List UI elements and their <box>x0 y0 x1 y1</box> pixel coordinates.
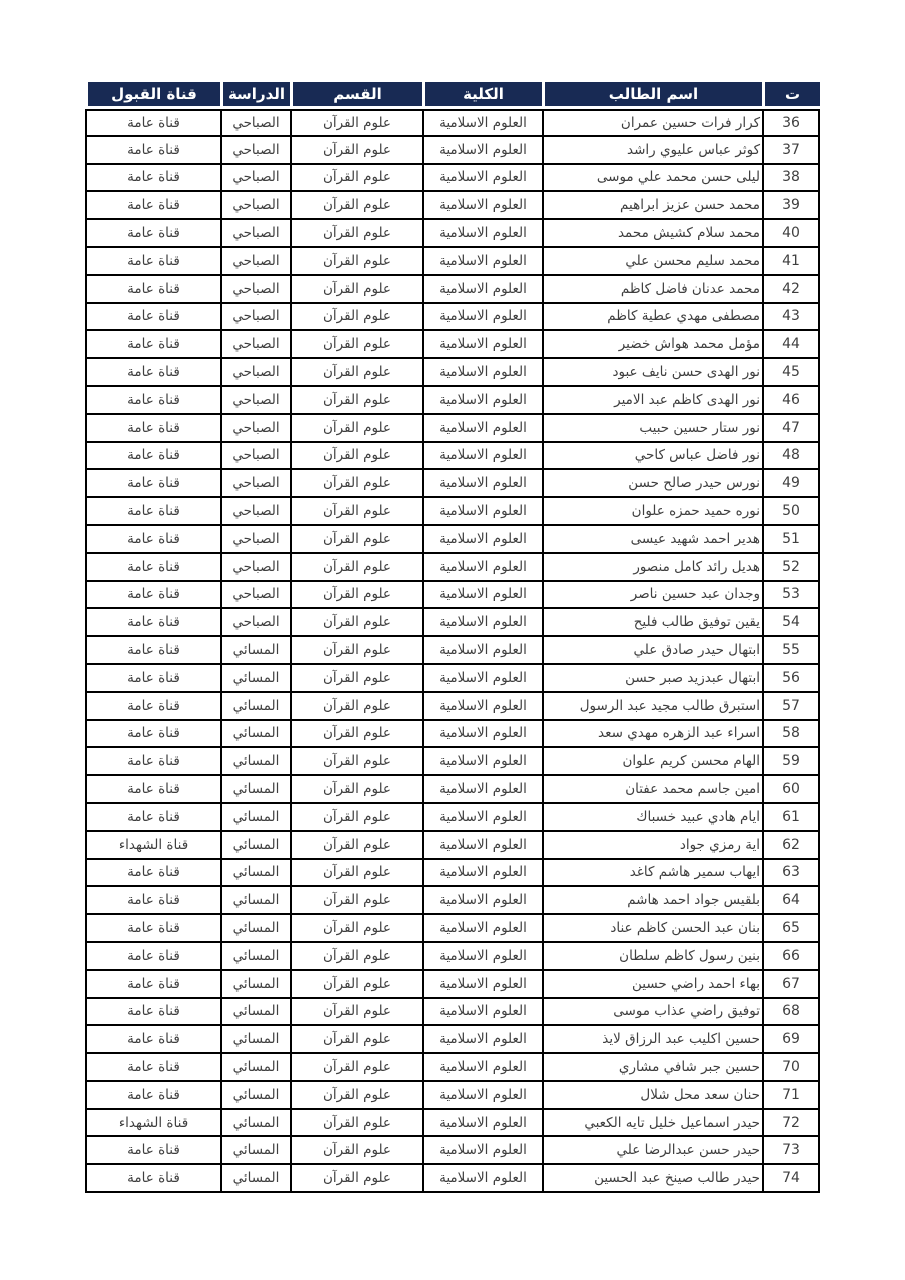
cell-channel: قناة عامة <box>85 971 220 999</box>
cell-no: 39 <box>762 192 820 220</box>
cell-study: المسائي <box>220 748 290 776</box>
cell-name: مؤمل محمد هواش خضير <box>542 331 762 359</box>
cell-study: الصباحي <box>220 415 290 443</box>
cell-study: المسائي <box>220 1082 290 1110</box>
cell-no: 64 <box>762 887 820 915</box>
cell-study: الصباحي <box>220 276 290 304</box>
cell-channel: قناة عامة <box>85 137 220 165</box>
table-row <box>85 1110 820 1138</box>
cell-dept: علوم القرآن <box>290 276 422 304</box>
cell-study: الصباحي <box>220 387 290 415</box>
cell-name: حيدر حسن عبدالرضا علي <box>542 1137 762 1165</box>
col-header-student-name: اسم الطالب <box>542 82 762 109</box>
header-row <box>85 82 820 109</box>
cell-channel: قناة عامة <box>85 554 220 582</box>
cell-channel: قناة عامة <box>85 1082 220 1110</box>
cell-college: العلوم الاسلامية <box>422 443 542 471</box>
cell-dept: علوم القرآن <box>290 1137 422 1165</box>
cell-dept: علوم القرآن <box>290 721 422 749</box>
cell-channel: قناة الشهداء <box>85 832 220 860</box>
cell-dept: علوم القرآن <box>290 887 422 915</box>
cell-college: العلوم الاسلامية <box>422 860 542 888</box>
table-row <box>85 721 820 749</box>
table-row <box>85 1026 820 1054</box>
cell-no: 50 <box>762 498 820 526</box>
cell-college: العلوم الاسلامية <box>422 693 542 721</box>
cell-dept: علوم القرآن <box>290 776 422 804</box>
cell-study: المسائي <box>220 1137 290 1165</box>
cell-study: المسائي <box>220 999 290 1027</box>
cell-study: الصباحي <box>220 470 290 498</box>
cell-college: العلوم الاسلامية <box>422 470 542 498</box>
table-row <box>85 248 820 276</box>
cell-name: كوثر عباس عليوي راشد <box>542 137 762 165</box>
cell-channel: قناة عامة <box>85 1026 220 1054</box>
cell-study: الصباحي <box>220 109 290 137</box>
cell-college: العلوم الاسلامية <box>422 971 542 999</box>
cell-college: العلوم الاسلامية <box>422 109 542 137</box>
cell-college: العلوم الاسلامية <box>422 554 542 582</box>
table-row <box>85 276 820 304</box>
table-row <box>85 971 820 999</box>
cell-name: نورس حيدر صالح حسن <box>542 470 762 498</box>
cell-study: الصباحي <box>220 498 290 526</box>
cell-no: 65 <box>762 915 820 943</box>
cell-name: ايهاب سمير هاشم كاغد <box>542 860 762 888</box>
cell-study: الصباحي <box>220 331 290 359</box>
cell-name: يقين توفيق طالب فليح <box>542 609 762 637</box>
cell-college: العلوم الاسلامية <box>422 804 542 832</box>
cell-study: المسائي <box>220 943 290 971</box>
cell-no: 59 <box>762 748 820 776</box>
table-row <box>85 860 820 888</box>
cell-channel: قناة عامة <box>85 804 220 832</box>
cell-college: العلوم الاسلامية <box>422 609 542 637</box>
cell-channel: قناة عامة <box>85 943 220 971</box>
cell-college: العلوم الاسلامية <box>422 498 542 526</box>
cell-no: 47 <box>762 415 820 443</box>
cell-no: 63 <box>762 860 820 888</box>
cell-name: بلقيس جواد احمد هاشم <box>542 887 762 915</box>
cell-no: 38 <box>762 165 820 193</box>
cell-dept: علوم القرآن <box>290 1082 422 1110</box>
cell-study: الصباحي <box>220 248 290 276</box>
cell-name: محمد سليم محسن علي <box>542 248 762 276</box>
cell-name: محمد سلام كشيش محمد <box>542 220 762 248</box>
cell-study: المسائي <box>220 1110 290 1138</box>
cell-channel: قناة عامة <box>85 721 220 749</box>
cell-channel: قناة عامة <box>85 1054 220 1082</box>
cell-name: امين جاسم محمد عفتان <box>542 776 762 804</box>
cell-name: اية رمزي جواد <box>542 832 762 860</box>
cell-no: 60 <box>762 776 820 804</box>
cell-college: العلوم الاسلامية <box>422 248 542 276</box>
cell-channel: قناة عامة <box>85 637 220 665</box>
cell-dept: علوم القرآن <box>290 387 422 415</box>
table-row <box>85 748 820 776</box>
cell-college: العلوم الاسلامية <box>422 1110 542 1138</box>
cell-name: وجدان عبد حسين ناصر <box>542 582 762 610</box>
cell-dept: علوم القرآن <box>290 804 422 832</box>
cell-dept: علوم القرآن <box>290 665 422 693</box>
cell-dept: علوم القرآن <box>290 1165 422 1193</box>
table-row <box>85 915 820 943</box>
cell-channel: قناة عامة <box>85 1165 220 1193</box>
cell-name: حيدر اسماعيل خليل تايه الكعبي <box>542 1110 762 1138</box>
cell-college: العلوم الاسلامية <box>422 748 542 776</box>
cell-college: العلوم الاسلامية <box>422 192 542 220</box>
cell-name: نور ستار حسين حبيب <box>542 415 762 443</box>
cell-no: 40 <box>762 220 820 248</box>
cell-college: العلوم الاسلامية <box>422 1165 542 1193</box>
cell-name: الهام محسن كريم علوان <box>542 748 762 776</box>
cell-channel: قناة عامة <box>85 165 220 193</box>
cell-no: 45 <box>762 359 820 387</box>
cell-channel: قناة عامة <box>85 748 220 776</box>
cell-study: المسائي <box>220 860 290 888</box>
table-row <box>85 1165 820 1193</box>
cell-college: العلوم الاسلامية <box>422 943 542 971</box>
cell-channel: قناة عامة <box>85 860 220 888</box>
cell-study: المسائي <box>220 721 290 749</box>
cell-dept: علوم القرآن <box>290 1026 422 1054</box>
cell-no: 70 <box>762 1054 820 1082</box>
cell-name: نور الهدى حسن نايف عبود <box>542 359 762 387</box>
cell-no: 36 <box>762 109 820 137</box>
cell-name: كرار فرات حسين عمران <box>542 109 762 137</box>
cell-channel: قناة عامة <box>85 220 220 248</box>
table-body <box>85 109 820 1193</box>
cell-college: العلوم الاسلامية <box>422 1026 542 1054</box>
cell-channel: قناة عامة <box>85 776 220 804</box>
cell-name: مصطفى مهدي عطية كاظم <box>542 304 762 332</box>
cell-study: المسائي <box>220 971 290 999</box>
cell-college: العلوم الاسلامية <box>422 582 542 610</box>
cell-dept: علوم القرآن <box>290 109 422 137</box>
cell-dept: علوم القرآن <box>290 1054 422 1082</box>
table-row <box>85 1137 820 1165</box>
cell-no: 53 <box>762 582 820 610</box>
cell-name: نور الهدى كاظم عبد الامير <box>542 387 762 415</box>
table-row <box>85 665 820 693</box>
cell-dept: علوم القرآن <box>290 971 422 999</box>
table-row <box>85 304 820 332</box>
cell-name: توفيق راضي عذاب موسى <box>542 999 762 1027</box>
cell-dept: علوم القرآن <box>290 415 422 443</box>
cell-college: العلوم الاسلامية <box>422 359 542 387</box>
cell-college: العلوم الاسلامية <box>422 276 542 304</box>
cell-name: محمد حسن عزيز ابراهيم <box>542 192 762 220</box>
cell-no: 69 <box>762 1026 820 1054</box>
cell-channel: قناة عامة <box>85 248 220 276</box>
cell-dept: علوم القرآن <box>290 526 422 554</box>
cell-study: الصباحي <box>220 165 290 193</box>
cell-dept: علوم القرآن <box>290 860 422 888</box>
cell-dept: علوم القرآن <box>290 693 422 721</box>
cell-no: 66 <box>762 943 820 971</box>
table-row <box>85 387 820 415</box>
table-row <box>85 220 820 248</box>
table-row <box>85 776 820 804</box>
cell-no: 43 <box>762 304 820 332</box>
cell-college: العلوم الاسلامية <box>422 526 542 554</box>
cell-college: العلوم الاسلامية <box>422 1054 542 1082</box>
table-row <box>85 331 820 359</box>
cell-college: العلوم الاسلامية <box>422 387 542 415</box>
cell-name: ايام هادي عبيد خسباك <box>542 804 762 832</box>
cell-dept: علوم القرآن <box>290 498 422 526</box>
cell-dept: علوم القرآن <box>290 165 422 193</box>
cell-name: ابتهال حيدر صادق علي <box>542 637 762 665</box>
cell-no: 58 <box>762 721 820 749</box>
cell-college: العلوم الاسلامية <box>422 665 542 693</box>
cell-channel: قناة عامة <box>85 470 220 498</box>
table-row <box>85 832 820 860</box>
col-header-department: القسم <box>290 82 422 109</box>
cell-no: 61 <box>762 804 820 832</box>
cell-no: 56 <box>762 665 820 693</box>
cell-name: نوره حميد حمزه علوان <box>542 498 762 526</box>
cell-college: العلوم الاسلامية <box>422 637 542 665</box>
cell-college: العلوم الاسلامية <box>422 887 542 915</box>
cell-dept: علوم القرآن <box>290 748 422 776</box>
cell-college: العلوم الاسلامية <box>422 220 542 248</box>
cell-college: العلوم الاسلامية <box>422 832 542 860</box>
cell-study: المسائي <box>220 693 290 721</box>
cell-college: العلوم الاسلامية <box>422 304 542 332</box>
cell-study: المسائي <box>220 776 290 804</box>
cell-study: المسائي <box>220 804 290 832</box>
cell-no: 71 <box>762 1082 820 1110</box>
cell-no: 44 <box>762 331 820 359</box>
cell-dept: علوم القرآن <box>290 637 422 665</box>
cell-name: حيدر طالب صينخ عبد الحسين <box>542 1165 762 1193</box>
cell-channel: قناة عامة <box>85 109 220 137</box>
cell-channel: قناة عامة <box>85 693 220 721</box>
cell-study: المسائي <box>220 887 290 915</box>
cell-study: الصباحي <box>220 526 290 554</box>
cell-no: 67 <box>762 971 820 999</box>
cell-channel: قناة عامة <box>85 915 220 943</box>
cell-study: الصباحي <box>220 137 290 165</box>
table-row <box>85 359 820 387</box>
cell-no: 49 <box>762 470 820 498</box>
cell-study: الصباحي <box>220 443 290 471</box>
cell-name: استبرق طالب مجيد عبد الرسول <box>542 693 762 721</box>
cell-college: العلوم الاسلامية <box>422 999 542 1027</box>
cell-study: المسائي <box>220 665 290 693</box>
table-row <box>85 192 820 220</box>
cell-study: الصباحي <box>220 304 290 332</box>
table-row <box>85 109 820 137</box>
table-row <box>85 415 820 443</box>
cell-channel: قناة عامة <box>85 526 220 554</box>
cell-study: المسائي <box>220 637 290 665</box>
cell-dept: علوم القرآن <box>290 609 422 637</box>
cell-name: اسراء عبد الزهره مهدي سعد <box>542 721 762 749</box>
table-row <box>85 165 820 193</box>
table-row <box>85 137 820 165</box>
cell-dept: علوم القرآن <box>290 554 422 582</box>
table-row <box>85 498 820 526</box>
cell-dept: علوم القرآن <box>290 248 422 276</box>
cell-name: بنان عبد الحسن كاظم عناد <box>542 915 762 943</box>
col-header-admission-channel: قناة القبول <box>85 82 220 109</box>
cell-name: بهاء احمد راضي حسين <box>542 971 762 999</box>
cell-college: العلوم الاسلامية <box>422 721 542 749</box>
cell-dept: علوم القرآن <box>290 359 422 387</box>
cell-no: 48 <box>762 443 820 471</box>
cell-name: ابتهال عبدزيد صبر حسن <box>542 665 762 693</box>
cell-channel: قناة عامة <box>85 887 220 915</box>
cell-no: 74 <box>762 1165 820 1193</box>
cell-study: الصباحي <box>220 192 290 220</box>
cell-dept: علوم القرآن <box>290 470 422 498</box>
table-row <box>85 804 820 832</box>
cell-name: محمد عدنان فاضل كاظم <box>542 276 762 304</box>
cell-study: المسائي <box>220 1054 290 1082</box>
cell-no: 37 <box>762 137 820 165</box>
table-row <box>85 693 820 721</box>
cell-no: 62 <box>762 832 820 860</box>
cell-college: العلوم الاسلامية <box>422 915 542 943</box>
cell-dept: علوم القرآن <box>290 943 422 971</box>
cell-channel: قناة عامة <box>85 498 220 526</box>
table-row <box>85 637 820 665</box>
cell-channel: قناة عامة <box>85 665 220 693</box>
cell-no: 54 <box>762 609 820 637</box>
col-header-college: الكلية <box>422 82 542 109</box>
students-admission-table <box>85 82 820 1193</box>
cell-name: هدير احمد شهيد عيسى <box>542 526 762 554</box>
cell-channel: قناة عامة <box>85 387 220 415</box>
table-row <box>85 1054 820 1082</box>
table-row <box>85 609 820 637</box>
cell-college: العلوم الاسلامية <box>422 137 542 165</box>
cell-college: العلوم الاسلامية <box>422 331 542 359</box>
cell-no: 57 <box>762 693 820 721</box>
cell-dept: علوم القرآن <box>290 304 422 332</box>
cell-channel: قناة عامة <box>85 415 220 443</box>
cell-no: 41 <box>762 248 820 276</box>
col-header-study-type: الدراسة <box>220 82 290 109</box>
table-row <box>85 526 820 554</box>
table-row <box>85 1082 820 1110</box>
cell-study: الصباحي <box>220 220 290 248</box>
cell-dept: علوم القرآن <box>290 832 422 860</box>
cell-college: العلوم الاسلامية <box>422 165 542 193</box>
cell-no: 51 <box>762 526 820 554</box>
cell-dept: علوم القرآن <box>290 582 422 610</box>
cell-dept: علوم القرآن <box>290 331 422 359</box>
cell-dept: علوم القرآن <box>290 999 422 1027</box>
cell-study: المسائي <box>220 832 290 860</box>
cell-channel: قناة الشهداء <box>85 1110 220 1138</box>
cell-study: المسائي <box>220 1165 290 1193</box>
cell-channel: قناة عامة <box>85 999 220 1027</box>
table-row <box>85 999 820 1027</box>
cell-no: 55 <box>762 637 820 665</box>
cell-dept: علوم القرآن <box>290 192 422 220</box>
cell-no: 68 <box>762 999 820 1027</box>
cell-name: حسين اكليب عبد الرزاق لايذ <box>542 1026 762 1054</box>
cell-no: 73 <box>762 1137 820 1165</box>
cell-dept: علوم القرآن <box>290 220 422 248</box>
cell-channel: قناة عامة <box>85 582 220 610</box>
cell-study: المسائي <box>220 1026 290 1054</box>
cell-name: حنان سعد محل شلال <box>542 1082 762 1110</box>
cell-name: بنين رسول كاظم سلطان <box>542 943 762 971</box>
cell-college: العلوم الاسلامية <box>422 776 542 804</box>
table-row <box>85 443 820 471</box>
cell-no: 52 <box>762 554 820 582</box>
cell-name: هديل رائد كامل منصور <box>542 554 762 582</box>
table-row <box>85 554 820 582</box>
cell-no: 42 <box>762 276 820 304</box>
cell-channel: قناة عامة <box>85 359 220 387</box>
table-row <box>85 887 820 915</box>
cell-channel: قناة عامة <box>85 192 220 220</box>
cell-dept: علوم القرآن <box>290 137 422 165</box>
cell-college: العلوم الاسلامية <box>422 1082 542 1110</box>
cell-study: الصباحي <box>220 554 290 582</box>
cell-name: نور فاضل عباس كاحي <box>542 443 762 471</box>
cell-no: 46 <box>762 387 820 415</box>
cell-channel: قناة عامة <box>85 609 220 637</box>
table-row <box>85 470 820 498</box>
cell-channel: قناة عامة <box>85 276 220 304</box>
cell-dept: علوم القرآن <box>290 1110 422 1138</box>
cell-no: 72 <box>762 1110 820 1138</box>
cell-study: الصباحي <box>220 359 290 387</box>
cell-channel: قناة عامة <box>85 443 220 471</box>
cell-channel: قناة عامة <box>85 1137 220 1165</box>
cell-name: حسين جبر شافي مشاري <box>542 1054 762 1082</box>
cell-study: المسائي <box>220 915 290 943</box>
cell-college: العلوم الاسلامية <box>422 1137 542 1165</box>
cell-study: الصباحي <box>220 582 290 610</box>
cell-study: الصباحي <box>220 609 290 637</box>
col-header-no: ت <box>762 82 820 109</box>
cell-name: ليلى حسن محمد علي موسى <box>542 165 762 193</box>
cell-channel: قناة عامة <box>85 331 220 359</box>
cell-channel: قناة عامة <box>85 304 220 332</box>
cell-college: العلوم الاسلامية <box>422 415 542 443</box>
table-row <box>85 582 820 610</box>
cell-dept: علوم القرآن <box>290 915 422 943</box>
table-row <box>85 943 820 971</box>
cell-dept: علوم القرآن <box>290 443 422 471</box>
